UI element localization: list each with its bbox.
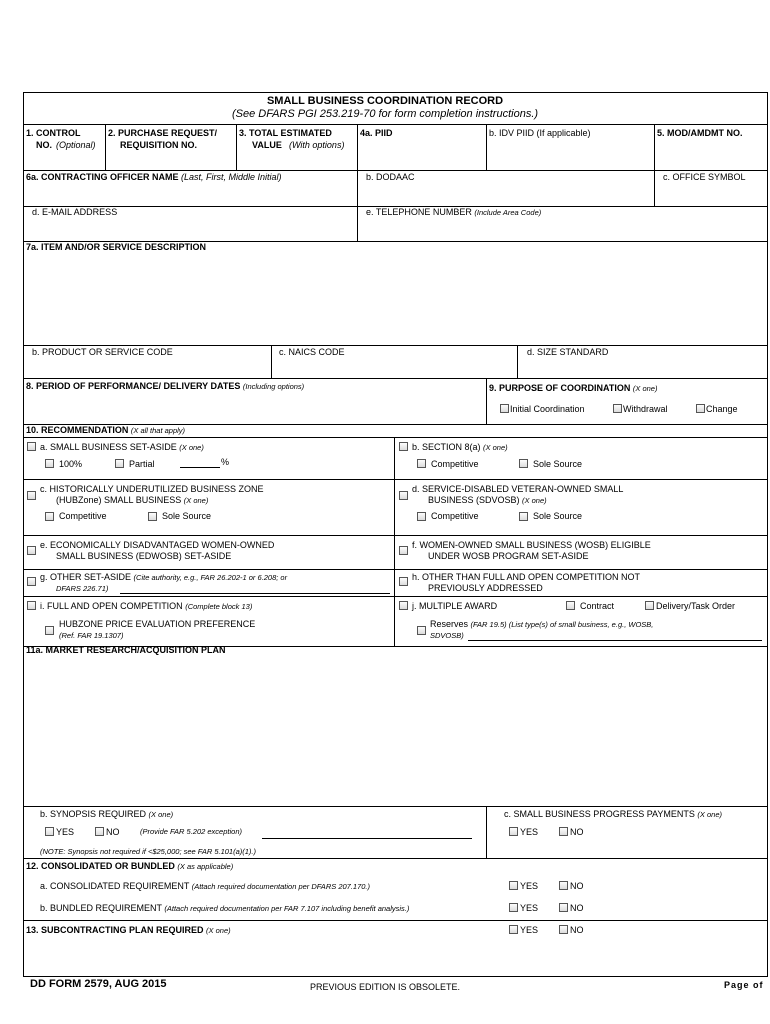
border-left (23, 92, 24, 976)
market-research-label: 11a. MARKET RESEARCH/ACQUISITION PLAN (26, 645, 226, 655)
subcontracting-no-label: NO (570, 925, 584, 935)
mod-amdmt-label: 5. MOD/AMDMT NO. (657, 128, 743, 138)
wosb-checkbox[interactable] (399, 546, 408, 555)
bundled-yes-checkbox[interactable] (509, 903, 518, 912)
synopsis-label: b. SYNOPSIS REQUIRED (X one) (40, 809, 174, 819)
psc-label: b. PRODUCT OR SERVICE CODE (32, 347, 173, 357)
piid-label: 4a. PIID (360, 128, 393, 138)
consolidated-yes-label: YES (520, 881, 539, 891)
8a-competitive-checkbox[interactable] (417, 459, 426, 468)
reserves-checkbox[interactable] (417, 626, 426, 635)
hubzone-competitive-label: Competitive (59, 511, 107, 521)
hubzone-label-2: (HUBZone) SMALL BUSINESS (X one) (56, 495, 209, 505)
sdvosb-competitive-checkbox[interactable] (417, 512, 426, 521)
divider (23, 124, 768, 125)
period-label: 8. PERIOD OF PERFORMANCE/ DELIVERY DATES (Including options) (26, 381, 305, 391)
divider (23, 806, 768, 807)
divider (105, 124, 106, 170)
set-aside-partial-label: Partial (129, 459, 155, 469)
divider (486, 806, 487, 858)
other-set-aside-field[interactable] (120, 593, 390, 594)
item-description-label: 7a. ITEM AND/OR SERVICE DESCRIPTION (26, 242, 207, 252)
sdvosb-sole-source-label: Sole Source (533, 511, 583, 521)
wosb-label: f. WOMEN-OWNED SMALL BUSINESS (WOSB) ELIGIBLE (412, 540, 651, 550)
synopsis-yes-label: YES (56, 827, 75, 837)
sdvosb-label: d. SERVICE-DISABLED VETERAN-OWNED SMALL (412, 484, 624, 494)
divider (394, 437, 395, 646)
set-aside-checkbox[interactable] (27, 442, 36, 451)
divider (23, 920, 768, 921)
reserves-label: Reserves (FAR 19.5) (List type(s) of small business, e.g., WOSB, (430, 619, 654, 629)
set-aside-100-checkbox[interactable] (45, 459, 54, 468)
bundled-no-label: NO (570, 903, 584, 913)
divider (23, 170, 768, 171)
consolidated-no-label: NO (570, 881, 584, 891)
synopsis-no-checkbox[interactable] (95, 827, 104, 836)
synopsis-yes-checkbox[interactable] (45, 827, 54, 836)
divider (23, 345, 768, 346)
synopsis-note: (NOTE: Synopsis not required if <$25,000; see FAR 5.101(a)(1).) (40, 847, 257, 856)
change-label: Change (706, 404, 738, 414)
edwosb-label: e. ECONOMICALLY DISADVANTAGED WOMEN-OWNED (40, 540, 275, 550)
divider (517, 345, 518, 378)
set-aside-partial-checkbox[interactable] (115, 459, 124, 468)
bundled-label: b. BUNDLED REQUIREMENT (Attach required documentation per FAR 7.107 including benefit analysis.) (40, 903, 410, 913)
other-than-full-checkbox[interactable] (399, 577, 408, 586)
contract-checkbox[interactable] (566, 601, 575, 610)
subcontracting-yes-checkbox[interactable] (509, 925, 518, 934)
divider (486, 378, 487, 424)
sdvosb-checkbox[interactable] (399, 491, 408, 500)
subcontracting-heading: 13. SUBCONTRACTING PLAN REQUIRED (X one) (26, 925, 231, 935)
form-id: DD FORM 2579, AUG 2015 (30, 978, 167, 990)
sdvosb-label-2: BUSINESS (SDVOSB) (X one) (428, 495, 547, 505)
office-symbol-label: c. OFFICE SYMBOL (663, 172, 746, 182)
consolidated-yes-checkbox[interactable] (509, 881, 518, 890)
border-right (767, 92, 768, 976)
recommendation-heading: 10. RECOMMENDATION (X all that apply) (26, 425, 186, 435)
email-label: d. E-MAIL ADDRESS (32, 207, 118, 217)
section-8a-label: b. SECTION 8(a) (X one) (412, 442, 508, 452)
divider (23, 535, 768, 536)
percent-field[interactable] (180, 467, 220, 468)
total-value-label-2: VALUE (252, 140, 282, 150)
withdrawal-label: Withdrawal (623, 404, 668, 414)
hubzone-sole-source-label: Sole Source (162, 511, 212, 521)
multiple-award-checkbox[interactable] (399, 601, 408, 610)
other-set-aside-label: g. OTHER SET-ASIDE (Cite authority, e.g., FAR 26.202-1 or 6.208; or (40, 572, 288, 582)
change-checkbox[interactable] (696, 404, 705, 413)
subcontracting-yes-label: YES (520, 925, 539, 935)
synopsis-exception-field[interactable] (262, 838, 472, 839)
divider (23, 596, 768, 597)
divider (23, 858, 768, 859)
8a-competitive-label: Competitive (431, 459, 479, 469)
control-number-note: (Optional) (56, 140, 96, 150)
other-set-aside-note: DFARS 226.71) (56, 584, 109, 593)
withdrawal-checkbox[interactable] (613, 404, 622, 413)
wosb-label-2: UNDER WOSB PROGRAM SET-ASIDE (428, 551, 589, 561)
progress-yes-checkbox[interactable] (509, 827, 518, 836)
percent-sign: % (221, 457, 230, 467)
form-title: SMALL BUSINESS COORDINATION RECORD (266, 95, 504, 107)
edwosb-label-2: SMALL BUSINESS (EDWOSB) SET-ASIDE (56, 551, 232, 561)
divider (23, 378, 768, 379)
divider (357, 124, 358, 241)
total-value-label: 3. TOTAL ESTIMATED (239, 128, 332, 138)
full-open-label: i. FULL AND OPEN COMPETITION (Complete block 13) (40, 601, 253, 611)
other-than-full-label: h. OTHER THAN FULL AND OPEN COMPETITION NOT (412, 572, 641, 582)
progress-yes-label: YES (520, 827, 539, 837)
delivery-task-order-checkbox[interactable] (645, 601, 654, 610)
section-8a-checkbox[interactable] (399, 442, 408, 451)
other-set-aside-checkbox[interactable] (27, 577, 36, 586)
progress-no-checkbox[interactable] (559, 827, 568, 836)
bundled-yes-label: YES (520, 903, 539, 913)
size-standard-label: d. SIZE STANDARD (527, 347, 609, 357)
multiple-award-label: j. MULTIPLE AWARD (412, 601, 498, 611)
idv-piid-label: b. IDV PIID (If applicable) (489, 128, 591, 138)
purpose-label: 9. PURPOSE OF COORDINATION (X one) (489, 383, 658, 393)
hubzone-sole-source-checkbox[interactable] (148, 512, 157, 521)
divider (654, 124, 655, 206)
8a-sole-source-label: Sole Source (533, 459, 583, 469)
consolidated-no-checkbox[interactable] (559, 881, 568, 890)
border-bottom (23, 976, 768, 977)
purchase-request-label: 2. PURCHASE REQUEST/ (108, 128, 218, 138)
delivery-task-order-label: Delivery/Task Order (656, 601, 736, 611)
sdvosb-sole-source-checkbox[interactable] (519, 512, 528, 521)
consolidated-bundled-heading: 12. CONSOLIDATED OR BUNDLED (X as applicable) (26, 861, 234, 871)
hubzone-label: c. HISTORICALLY UNDERUTILIZED BUSINESS ZONE (40, 484, 264, 494)
full-open-checkbox[interactable] (27, 601, 36, 610)
set-aside-label: a. SMALL BUSINESS SET-ASIDE (X one) (40, 442, 204, 452)
edwosb-checkbox[interactable] (27, 546, 36, 555)
contract-label: Contract (580, 601, 615, 611)
page-of: Page of (724, 980, 764, 990)
border-top (23, 92, 768, 93)
phone-label: e. TELEPHONE NUMBER (Include Area Code) (366, 207, 542, 217)
progress-no-label: NO (570, 827, 584, 837)
form-subtitle: (See DFARS PGI 253.219-70 for form completion instructions.) (231, 108, 539, 120)
dodaac-label: b. DODAAC (366, 172, 415, 182)
set-aside-100-label: 100% (59, 459, 83, 469)
other-than-full-label-2: PREVIOUSLY ADDRESSED (428, 583, 543, 593)
hubzone-price-note: (Ref. FAR 19.1307) (59, 631, 124, 640)
naics-label: c. NAICS CODE (279, 347, 345, 357)
8a-sole-source-checkbox[interactable] (519, 459, 528, 468)
synopsis-exception-note: (Provide FAR 5.202 exception) (140, 827, 242, 836)
co-name-label: 6a. CONTRACTING OFFICER NAME (Last, First, Middle Initial) (26, 172, 282, 182)
divider (486, 124, 487, 170)
hubzone-price-checkbox[interactable] (45, 626, 54, 635)
divider (23, 437, 768, 438)
reserves-note: SDVOSB) (430, 631, 464, 640)
consolidated-label: a. CONSOLIDATED REQUIREMENT (Attach required documentation per DFARS 207.170.) (40, 881, 371, 891)
hubzone-price-label: HUBZONE PRICE EVALUATION PREFERENCE (59, 619, 256, 629)
hubzone-competitive-checkbox[interactable] (45, 512, 54, 521)
control-number-label: 1. CONTROL (26, 128, 81, 138)
hubzone-checkbox[interactable] (27, 491, 36, 500)
subcontracting-no-checkbox[interactable] (559, 925, 568, 934)
initial-coordination-checkbox[interactable] (500, 404, 509, 413)
divider (23, 569, 768, 570)
divider (271, 345, 272, 378)
reserves-field[interactable] (468, 640, 762, 641)
progress-payments-label: c. SMALL BUSINESS PROGRESS PAYMENTS (X one) (504, 809, 723, 819)
sdvosb-competitive-label: Competitive (431, 511, 479, 521)
obsolete-notice: PREVIOUS EDITION IS OBSOLETE. (310, 982, 461, 992)
total-value-note: (With options) (289, 140, 345, 150)
purchase-request-label-2: REQUISITION NO. (120, 140, 198, 150)
initial-coordination-label: Initial Coordination (510, 404, 585, 414)
control-number-label-2: NO. (36, 140, 53, 150)
divider (23, 479, 768, 480)
synopsis-no-label: NO (106, 827, 120, 837)
divider (236, 124, 237, 170)
bundled-no-checkbox[interactable] (559, 903, 568, 912)
